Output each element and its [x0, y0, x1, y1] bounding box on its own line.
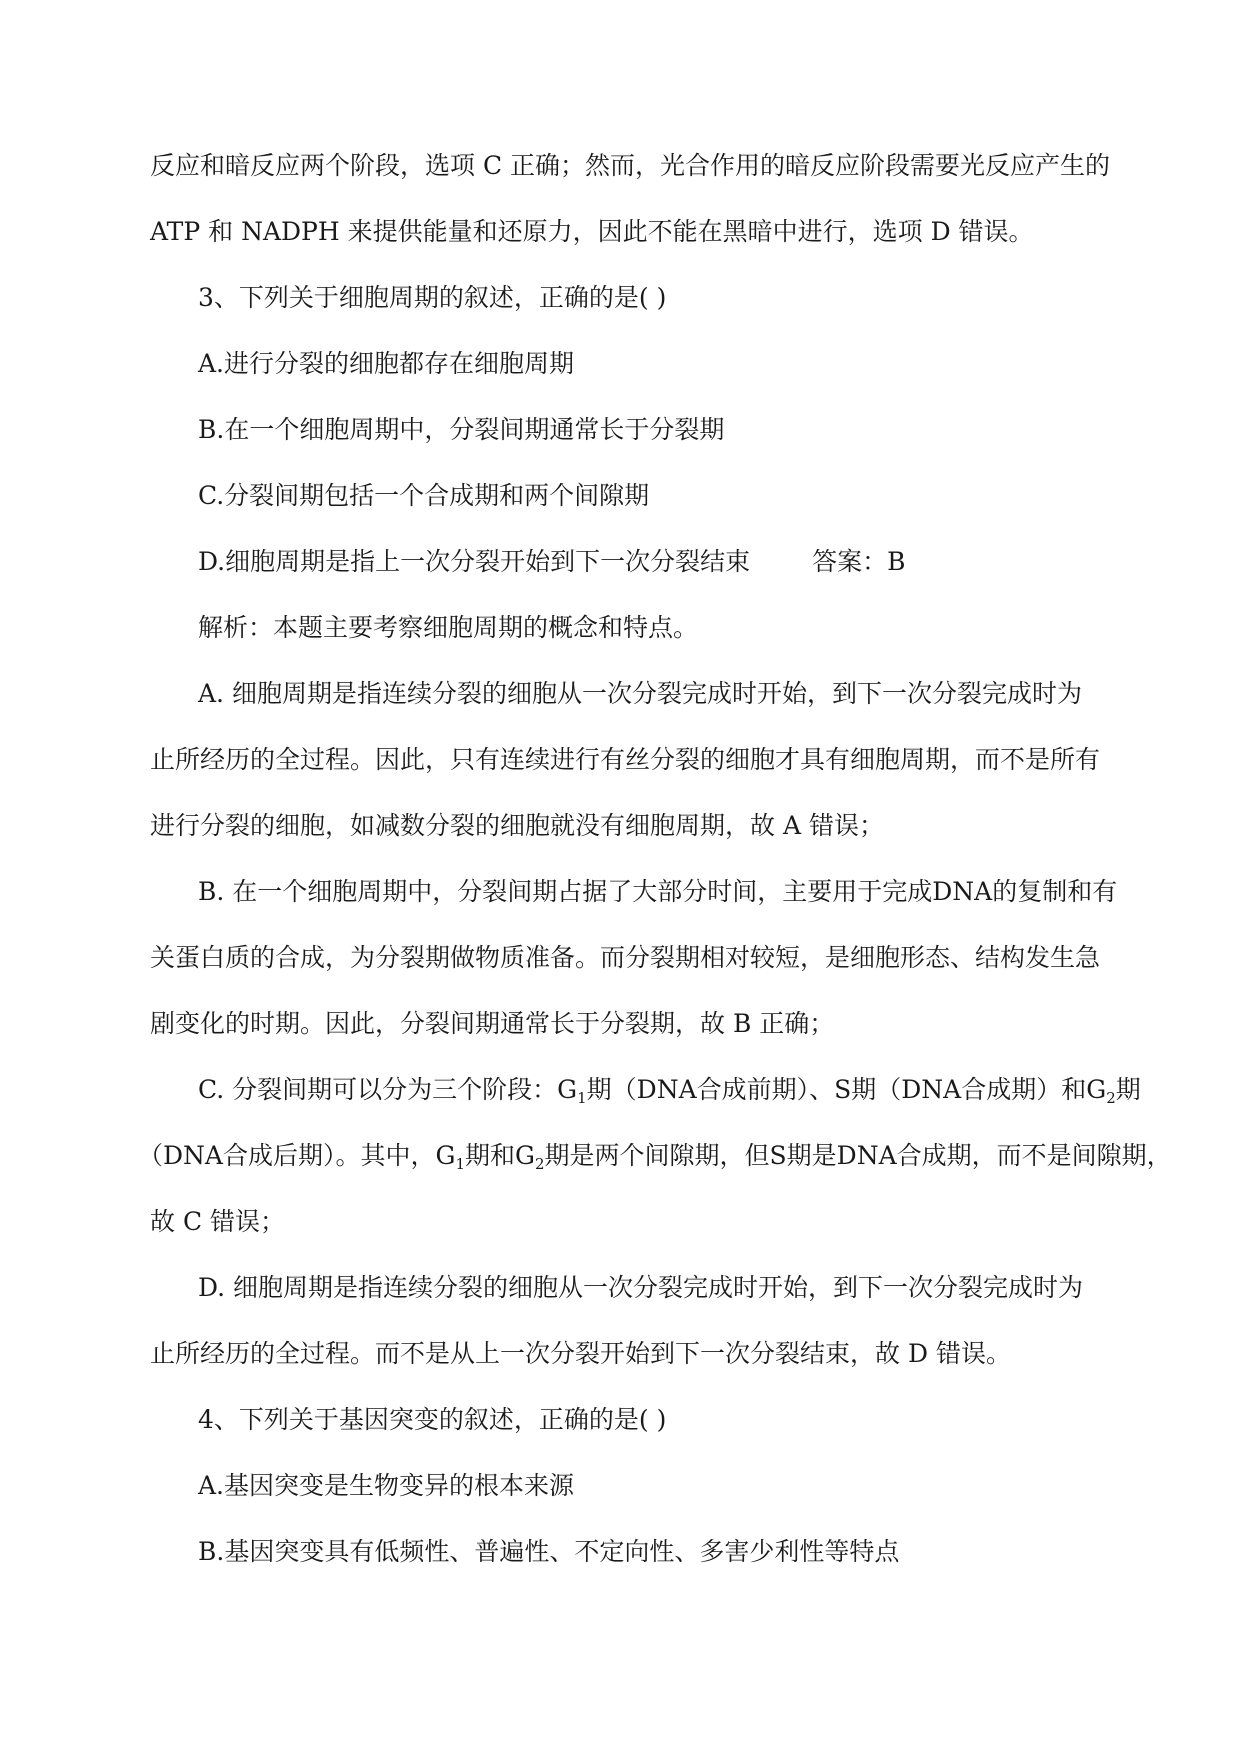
- text-run: 期: [1115, 1075, 1141, 1104]
- analysis-d-line: D. 细胞周期是指连续分裂的细胞从一次分裂完成时开始，到下一次分裂完成时为: [198, 1273, 1084, 1302]
- analysis-a-line: A. 细胞周期是指连续分裂的细胞从一次分裂完成时开始，到下一次分裂完成时为: [198, 679, 1082, 708]
- question-3-option-d: D.细胞周期是指上一次分裂开始到下一次分裂结束: [198, 547, 751, 576]
- text-run: 期（DNA合成前期）、S期（DNA合成期）和G: [586, 1075, 1107, 1104]
- subscript: 1: [455, 1155, 465, 1173]
- question-3-stem: 3、下列关于细胞周期的叙述，正确的是( ): [198, 283, 667, 312]
- analysis-d-line: 止所经历的全过程。而不是从上一次分裂开始到下一次分裂结束，故 D 错误。: [150, 1339, 1011, 1368]
- question-4-option-a: A.基因突变是生物变异的根本来源: [198, 1471, 575, 1500]
- text-run: 期和G: [465, 1141, 535, 1170]
- analysis-b-line: B. 在一个细胞周期中，分裂间期占据了大部分时间，主要用于完成DNA的复制和有: [198, 877, 1118, 906]
- subscript: 2: [534, 1155, 545, 1173]
- question-4-stem: 4、下列关于基因突变的叙述，正确的是( ): [198, 1405, 667, 1434]
- analysis-c-line: 故 C 错误；: [150, 1207, 286, 1236]
- text-run: C. 分裂间期可以分为三个阶段：G: [198, 1075, 578, 1104]
- analysis-a-line: 止所经历的全过程。因此，只有连续进行有丝分裂的细胞才具有细胞周期，而不是所有: [150, 745, 1101, 774]
- analysis-c-line: [198, 1075, 1141, 1105]
- text-run: 期是两个间隙期，但S期是DNA合成期，而不是间隙期，: [544, 1141, 1172, 1170]
- subscript: 1: [577, 1089, 587, 1107]
- question-3-option-c: C.分裂间期包括一个合成期和两个间隙期: [198, 481, 650, 510]
- question-4-option-b: B.基因突变具有低频性、普遍性、不定向性、多害少利性等特点: [198, 1537, 900, 1566]
- subscript: 2: [1106, 1089, 1116, 1107]
- question-3-option-a: A.进行分裂的细胞都存在细胞周期: [198, 349, 575, 378]
- analysis-c-line: [138, 1141, 1172, 1171]
- question-3-option-b: B.在一个细胞周期中，分裂间期通常长于分裂期: [198, 415, 725, 444]
- analysis-intro: 解析：本题主要考察细胞周期的概念和特点。: [198, 613, 699, 642]
- analysis-a-line: 进行分裂的细胞，如减数分裂的细胞就没有细胞周期，故 A 错误；: [150, 811, 884, 840]
- analysis-b-line: 剧变化的时期。因此，分裂间期通常长于分裂期，故 B 正确；: [150, 1009, 835, 1038]
- text-line: ATP 和 NADPH 来提供能量和还原力，因此不能在黑暗中进行，选项 D 错误。: [150, 217, 1034, 246]
- question-3-option-d-line: [198, 547, 905, 577]
- analysis-b-line: 关蛋白质的合成，为分裂期做物质准备。而分裂期相对较短，是细胞形态、结构发生急: [150, 943, 1101, 972]
- text-line: 反应和暗反应两个阶段，选项 C 正确；然而，光合作用的暗反应阶段需要光反应产生的: [150, 151, 1111, 180]
- question-3-answer: 答案：B: [812, 547, 906, 576]
- text-run: （DNA合成后期）。其中，G: [138, 1141, 456, 1170]
